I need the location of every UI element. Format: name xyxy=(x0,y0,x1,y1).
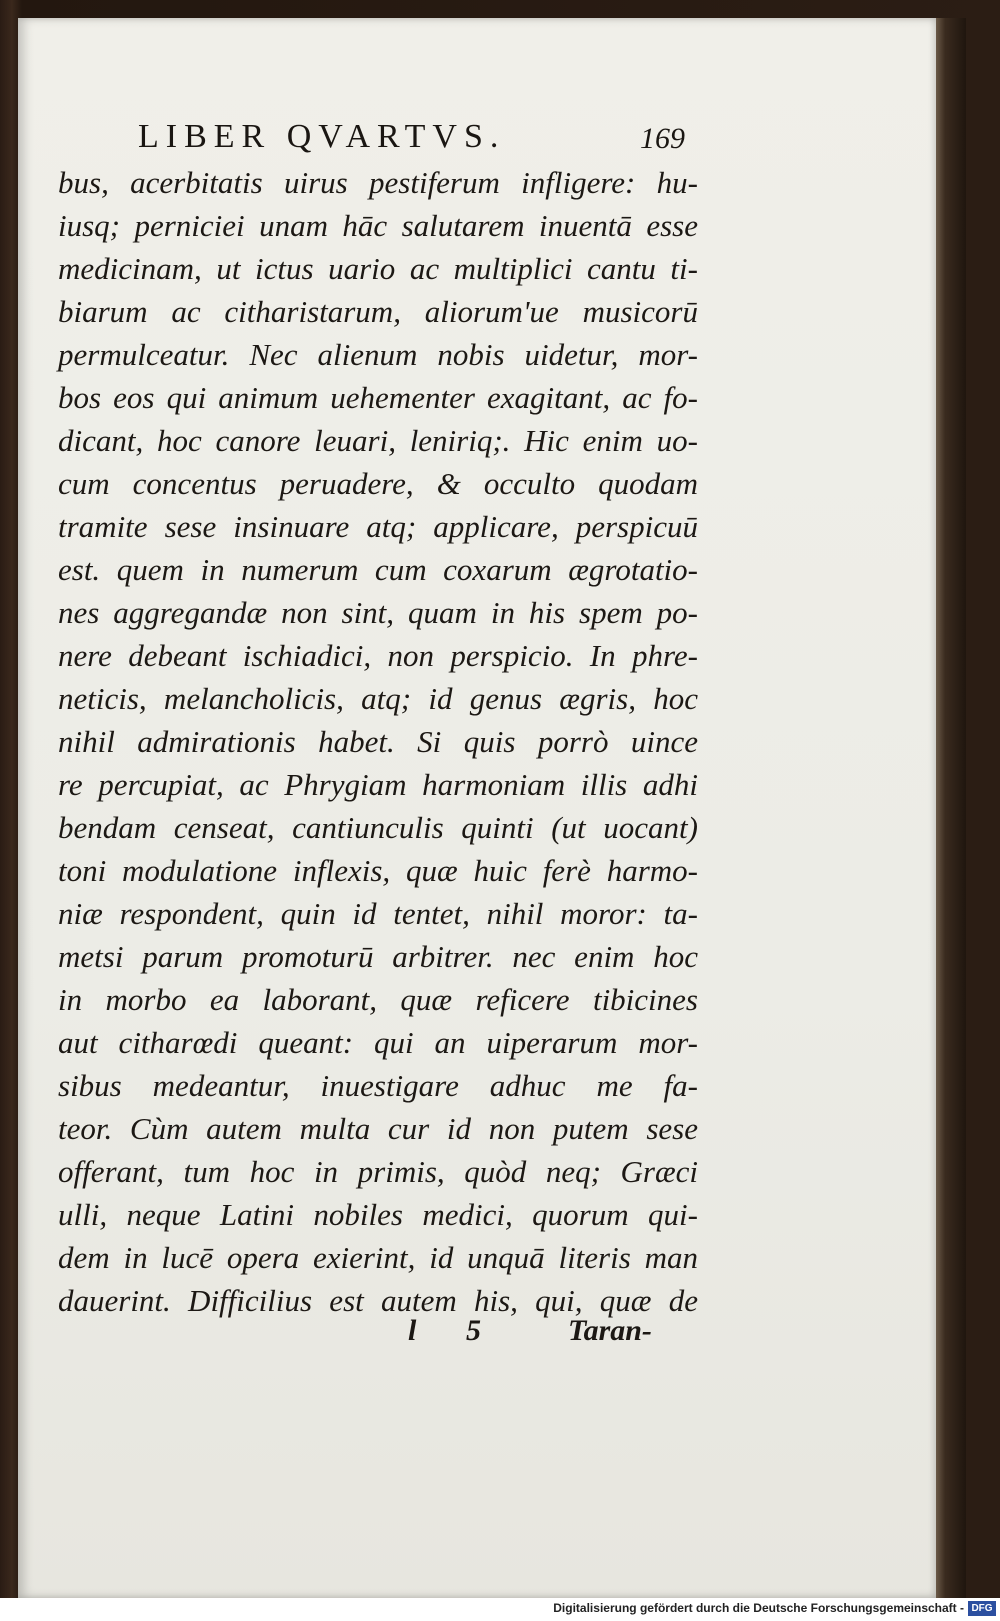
text-line: biarum ac citharistarum, aliorum'ue musicorū xyxy=(58,294,698,329)
text-line: medicinam, ut ictus uario ac multiplici cantu ti- xyxy=(58,251,698,286)
text-line: sibus medeantur, inuestigare adhuc me fa- xyxy=(58,1068,698,1103)
text-line: ulli, neque Latini nobiles medici, quorum qui- xyxy=(58,1197,698,1232)
text-line: bendam censeat, cantiunculis quinti (ut uocant) xyxy=(58,810,698,845)
text-line: est. quem in numerum cum coxarum ægrotatio- xyxy=(58,552,698,587)
page-edge-shadow xyxy=(936,18,966,1598)
text-line: teor. Cùm autem multa cur id non putem sese xyxy=(58,1111,698,1146)
signature-mark: l xyxy=(408,1314,417,1347)
body-text xyxy=(58,161,698,1322)
text-line: toni modulatione inflexis, quæ huic ferè harmo- xyxy=(58,853,698,888)
text-line: dem in lucē opera exierint, id unquā literis man xyxy=(58,1240,698,1275)
text-line: nihil admirationis habet. Si quis porrò uince xyxy=(58,724,698,759)
text-line: metsi parum promoturū arbitrer. nec enim hoc xyxy=(58,939,698,974)
signature-number: 5 xyxy=(466,1314,481,1347)
text-line: offerant, tum hoc in primis, quòd neq; Græci xyxy=(58,1154,698,1189)
catchword: Taran- xyxy=(568,1314,652,1347)
text-line: dicant, hoc canore leuari, leniriq;. Hic enim uo- xyxy=(58,423,698,458)
text-line: neticis, melancholicis, atq; id genus ægris, hoc xyxy=(58,681,698,716)
text-line: permulceatur. Nec alienum nobis uidetur, mor- xyxy=(58,337,698,372)
text-line: tramite sese insinuare atq; applicare, perspicuū xyxy=(58,509,698,544)
text-line: nes aggregandæ non sint, quam in his spem po- xyxy=(58,595,698,630)
text-line: niæ respondent, quin id tentet, nihil moror: ta- xyxy=(58,896,698,931)
digitization-footer xyxy=(0,1598,1000,1621)
text-line: bus, acerbitatis uirus pestiferum infligere: hu- xyxy=(58,165,698,200)
running-head: LIBER QVARTVS. xyxy=(138,118,506,155)
text-line: cum concentus peruadere, & occulto quodam xyxy=(58,466,698,501)
text-line: dauerint. Difficilius est autem his, qui, quæ de xyxy=(58,1283,698,1318)
funding-credit: Digitalisierung gefördert durch die Deutsche Forschungsgemeinschaft - xyxy=(553,1601,964,1615)
text-line: iusq; perniciei unam hāc salutarem inuentā esse xyxy=(58,208,698,243)
text-line: in morbo ea laborant, quæ reficere tibicines xyxy=(58,982,698,1017)
dfg-logo-icon: DFG xyxy=(968,1601,996,1616)
text-line: nere debeant ischiadici, non perspicio. In phre- xyxy=(58,638,698,673)
page-number: 169 xyxy=(640,122,685,155)
text-line: aut citharœdi queant: qui an uiperarum mor- xyxy=(58,1025,698,1060)
text-line: re percupiat, ac Phrygiam harmoniam illis adhi xyxy=(58,767,698,802)
book-page xyxy=(18,18,936,1598)
text-line: bos eos qui animum uehementer exagitant, ac fo- xyxy=(58,380,698,415)
